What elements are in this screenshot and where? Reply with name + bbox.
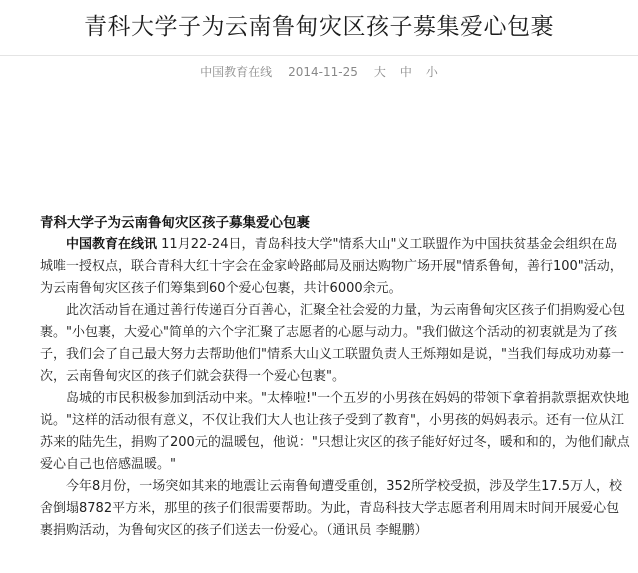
lead-source: 中国教育在线讯 xyxy=(66,237,158,252)
paragraph-1-text: 11月22-24日，青岛科技大学"情系大山"义工联盟作为中国扶贫基金会组织在岛城唯一授权点，联合青科大红十字会在金家岭路邮局及丽达购物广场开展"情系鲁甸，善行100"活动，为云南鲁甸灾区孩子们筹集到60个爱心包裹，共计6000余元。 xyxy=(40,237,623,296)
font-size-medium-link[interactable]: 中 xyxy=(399,65,412,79)
source-label: 中国教育在线 xyxy=(200,65,273,79)
page-title: 青科大学子为云南鲁甸灾区孩子募集爱心包裹 xyxy=(84,14,554,40)
publish-date: 2014-11-25 xyxy=(288,65,358,79)
article-paragraph-4: 今年8月份，一场突如其来的地震让云南鲁甸遭受重创，352所学校受损，涉及学生17.5万人，校舍倒塌8782平方米，那里的孩子们很需要帮助。为此，青岛科技大学志愿者利用周末时间开展爱心包裹捐购活动，为鲁甸灾区的孩子们送去一份爱心。（通讯员 李鲲鹏） xyxy=(40,479,623,538)
article-paragraph-1 xyxy=(40,234,630,300)
font-size-small-link[interactable]: 小 xyxy=(425,65,438,79)
article-body xyxy=(40,212,630,542)
title-divider xyxy=(0,55,638,56)
article-paragraph-3: 岛城的市民积极参加到活动中来。"太棒啦!"一个五岁的小男孩在妈妈的带领下拿着捐款票据欢快地说。"这样的活动很有意义，不仅让我们大人也让孩子受到了教育"，小男孩的妈妈表示。还有一位从江苏来的陆先生，捐购了200元的温暖包，他说："只想让灾区的孩子能好好过冬，暖和和的，为他们献点爱心自己也倍感温暖。" xyxy=(40,391,630,472)
font-size-large-link[interactable]: 大 xyxy=(373,65,386,79)
article-meta xyxy=(0,64,638,80)
article-paragraph-2: 此次活动旨在通过善行传递百分百善心，汇聚全社会爱的力量，为云南鲁甸灾区孩子们捐购爱心包裹。"小包裹，大爱心"简单的六个字汇聚了志愿者的心愿与动力。"我们做这个活动的初衷就是为了孩子，我们会了自己最大努力去帮助他们"情系大山义工联盟负责人王烁翔如是说，"当我们每成功劝募一次，云南鲁甸灾区的孩子们就会获得一个爱心包裹"。 xyxy=(40,303,626,384)
article-subtitle: 青科大学子为云南鲁甸灾区孩子募集爱心包裹 xyxy=(40,215,310,231)
